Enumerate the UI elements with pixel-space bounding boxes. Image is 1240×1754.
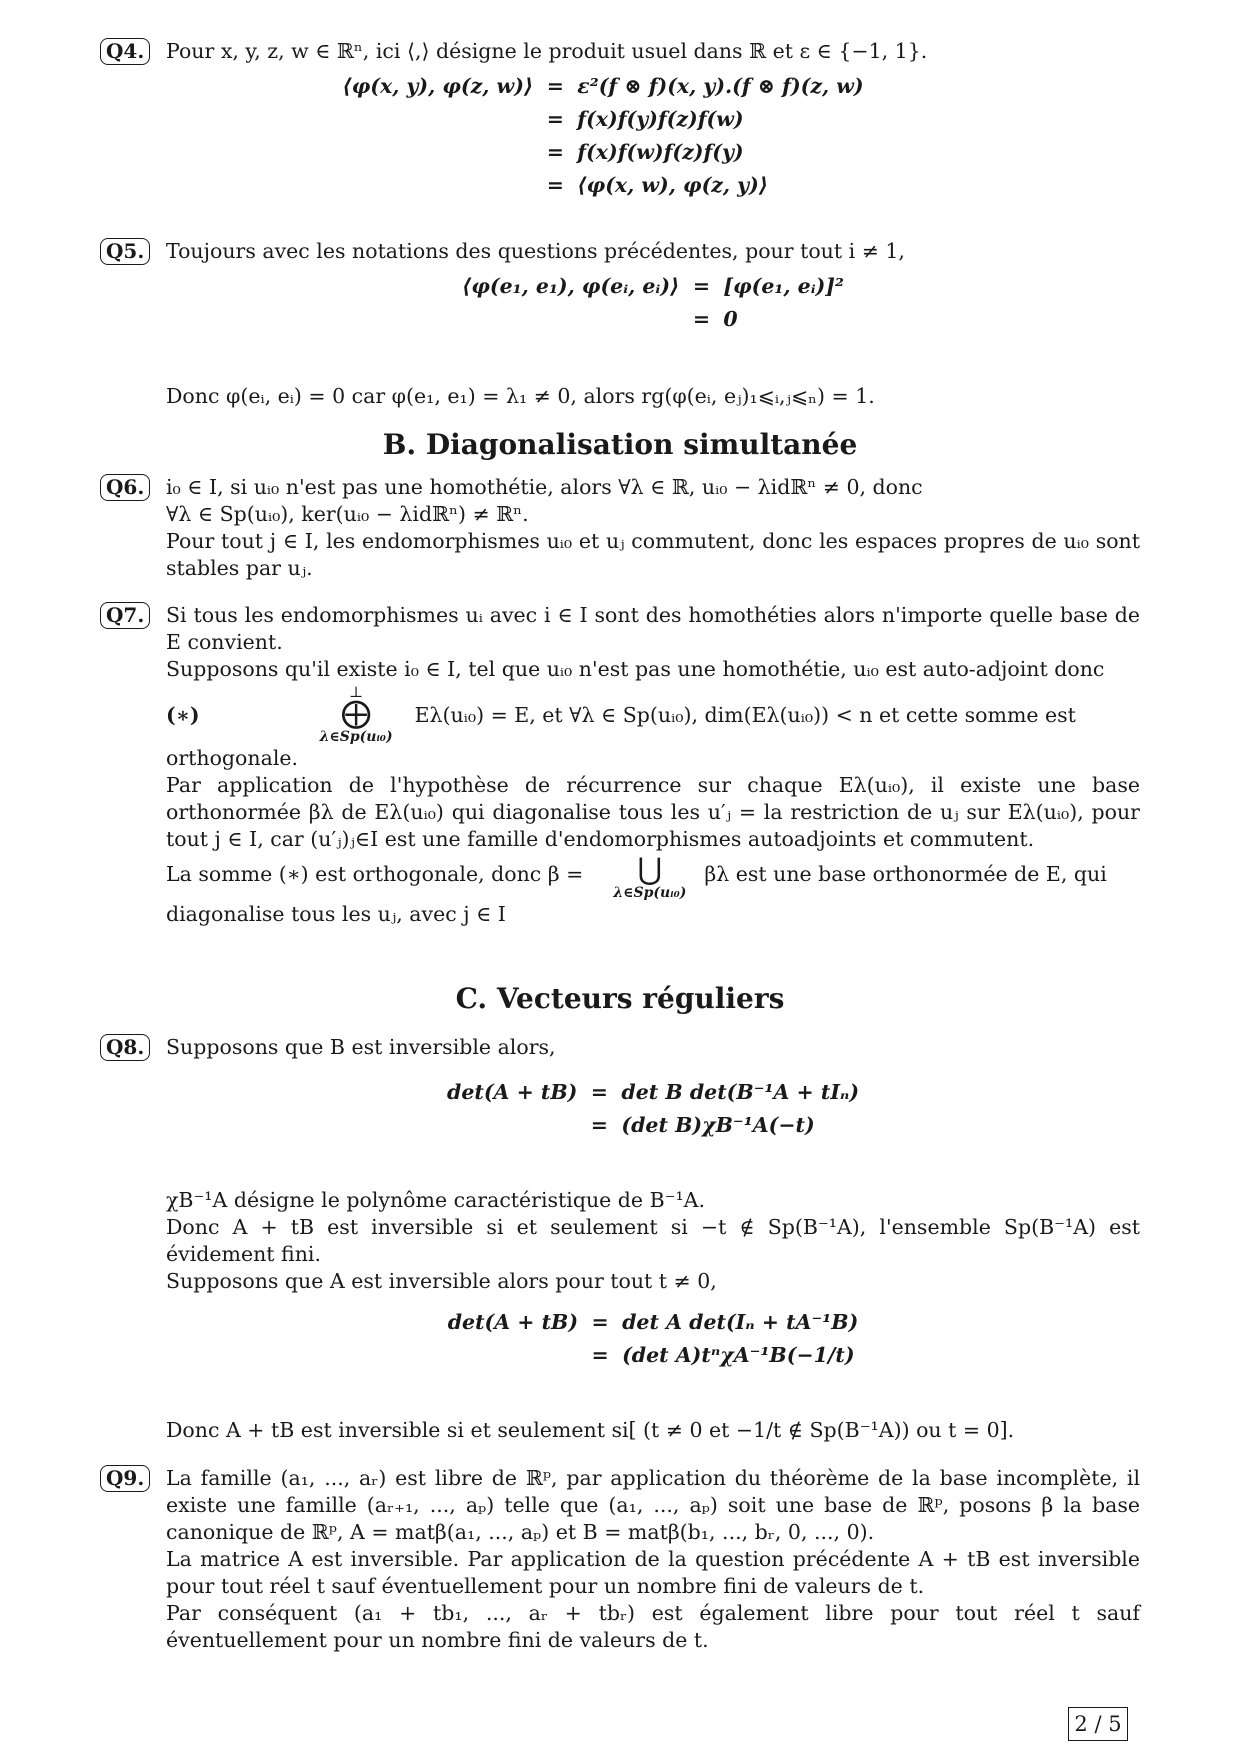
question-label: Q8. xyxy=(100,1034,150,1061)
question-label: Q4. xyxy=(100,38,150,65)
equation-row: (det A)tⁿχA⁻¹B(−1/t) xyxy=(622,1343,855,1367)
question-label: Q6. xyxy=(100,474,150,501)
equation-row: det B det(B⁻¹A + tIₙ) xyxy=(621,1080,860,1104)
paragraph: Eλ(uᵢ₀) = E, et ∀λ ∈ Sp(uᵢ₀), dim(Eλ(uᵢ₀)) < n et cette somme est xyxy=(414,702,1076,727)
star-label: (∗) xyxy=(166,702,200,727)
conclusion-text: Donc φ(eᵢ, eᵢ) = 0 car φ(e₁, e₁) = λ₁ ≠ 0, alors rg(φ(eᵢ, eⱼ)₁⩽ᵢ,ⱼ⩽ₙ) = 1. xyxy=(166,384,875,408)
section-heading-c: C. Vecteurs réguliers xyxy=(455,982,785,1015)
question-label: Q5. xyxy=(100,238,150,265)
orthogonal-direct-sum-symbol: ⊥ ⨁ λ∈Sp(uᵢ₀) xyxy=(319,683,393,745)
paragraph: Par conséquent (a₁ + tb₁, ..., aᵣ + tbᵣ) est également libre pour tout réel t sauf éventuellement pour un nombre fini de valeurs de t. xyxy=(166,1601,1140,1652)
question-intro: Pour x, y, z, w ∈ ℝⁿ, ici ⟨,⟩ désigne le produit usuel dans ℝ et ε ∈ {−1, 1}. xyxy=(166,39,928,63)
equation-block: ⟨φ(x, y), φ(z, w)⟩ = ε²(f ⊗ f)(x, y).(f ⊗ f)(z, w) = f(x)f(y)f(z)f(w) = f(x)f(w)f(z)f(y) = ⟨φ(x, w), φ(z, y)⟩ xyxy=(342,74,864,197)
paragraph: Donc A + tB est inversible si et seulement si[ (t ≠ 0 et −1/t ∉ Sp(B⁻¹A)) ou t = 0]. xyxy=(166,1418,1015,1442)
equation-lhs: ⟨φ(e₁, e₁), φ(eᵢ, eᵢ)⟩ xyxy=(462,274,680,298)
question-label: Q7. xyxy=(100,602,150,629)
paragraph: Donc A + tB est inversible si et seulement si −t ∉ Sp(B⁻¹A), l'ensemble Sp(B⁻¹A) est évidement fini. xyxy=(166,1215,1140,1266)
paragraph: χB⁻¹A désigne le polynôme caractéristique de B⁻¹A. xyxy=(166,1188,706,1212)
equation-lhs: det(A + tB) xyxy=(447,1310,579,1334)
equation-lhs: det(A + tB) xyxy=(446,1080,578,1104)
paragraph: Pour tout j ∈ I, les endomorphismes uᵢ₀ et uⱼ commutent, donc les espaces propres de uᵢ₀ sont stables par uⱼ. xyxy=(166,529,1140,580)
equation-row: det A det(Iₙ + tA⁻¹B) xyxy=(622,1310,859,1334)
equation-row: f(x)f(w)f(z)f(y) xyxy=(577,140,744,164)
union-symbol: ⋃ λ∈Sp(uᵢ₀) xyxy=(613,852,687,901)
equation-lhs: ⟨φ(x, y), φ(z, w)⟩ xyxy=(342,74,534,98)
paragraph: Si tous les endomorphismes uᵢ avec i ∈ I sont des homothéties alors n'importe quelle base de E convient. xyxy=(166,603,1140,654)
question-intro: Toujours avec les notations des questions précédentes, pour tout i ≠ 1, xyxy=(166,239,905,263)
paragraph: βλ est une base orthonormée de E, qui xyxy=(704,862,1107,886)
question-q5 xyxy=(100,238,1140,410)
question-q7 xyxy=(100,602,1140,928)
equation-row: f(x)f(y)f(z)f(w) xyxy=(577,107,744,131)
paragraph: Supposons qu'il existe i₀ ∈ I, tel que uᵢ₀ n'est pas une homothétie, uᵢ₀ est auto-adjoint donc xyxy=(166,657,1105,681)
equation-row: [φ(e₁, eᵢ)]² xyxy=(723,274,844,298)
equation-block: det(A + tB) = det A det(Iₙ + tA⁻¹B) = (det A)tⁿχA⁻¹B(−1/t) xyxy=(447,1310,859,1367)
question-q6 xyxy=(100,474,1140,582)
question-q8 xyxy=(100,1034,1140,1444)
paragraph: i₀ ∈ I, si uᵢ₀ n'est pas une homothétie, alors ∀λ ∈ ℝ, uᵢ₀ − λidℝⁿ ≠ 0, donc xyxy=(166,475,923,499)
paragraph: La matrice A est inversible. Par application de la question précédente A + tB est inversible pour tout réel t sauf éventuellement pour un nombre fini de valeurs de t. xyxy=(166,1547,1140,1598)
section-heading-b: B. Diagonalisation simultanée xyxy=(382,428,858,461)
paragraph: orthogonale. xyxy=(166,746,299,770)
question-q9 xyxy=(100,1465,1140,1654)
question-intro: Supposons que B est inversible alors, xyxy=(166,1035,556,1059)
paragraph: Supposons que A est inversible alors pour tout t ≠ 0, xyxy=(166,1269,717,1293)
equation-block: det(A + tB) = det B det(B⁻¹A + tIₙ) = (det B)χB⁻¹A(−t) xyxy=(446,1080,860,1137)
equation-row: ⟨φ(x, w), φ(z, y)⟩ xyxy=(577,173,769,197)
paragraph: La somme (∗) est orthogonale, donc β = xyxy=(166,862,584,886)
question-q4 xyxy=(100,38,1140,207)
question-label: Q9. xyxy=(100,1465,150,1492)
equation-row: 0 xyxy=(723,307,738,331)
paragraph: La famille (a₁, ..., aᵣ) est libre de ℝᵖ, par application du théorème de la base incomplète, il existe une famille (aᵣ₊₁, ..., aₚ) telle que (a₁, ..., aₚ) soit une base de ℝᵖ, posons β la base canonique de ℝᵖ, A = matβ(a₁, ..., aₚ) et B = matβ(b₁, ..., bᵣ, 0, ..., 0). xyxy=(166,1466,1140,1544)
equation-block: ⟨φ(e₁, e₁), φ(eᵢ, eᵢ)⟩ = [φ(e₁, eᵢ)]² = 0 xyxy=(462,274,844,331)
equation-row: (det B)χB⁻¹A(−t) xyxy=(621,1113,815,1137)
paragraph: diagonalise tous les uⱼ, avec j ∈ I xyxy=(166,902,506,926)
paragraph: Par application de l'hypothèse de récurrence sur chaque Eλ(uᵢ₀), il existe une base orthonormée βλ de Eλ(uᵢ₀) qui diagonalise tous les u′ⱼ = la restriction de uⱼ sur Eλ(uᵢ₀), pour tout j ∈ I, car (u′ⱼ)ⱼ∈I est une famille d'endomorphismes autoadjoints et commutent. xyxy=(166,773,1140,851)
page-number: 2 / 5 xyxy=(1068,1707,1128,1741)
equation-row: ε²(f ⊗ f)(x, y).(f ⊗ f)(z, w) xyxy=(577,74,864,98)
paragraph: ∀λ ∈ Sp(uᵢ₀), ker(uᵢ₀ − λidℝⁿ) ≠ ℝⁿ. xyxy=(166,502,529,526)
